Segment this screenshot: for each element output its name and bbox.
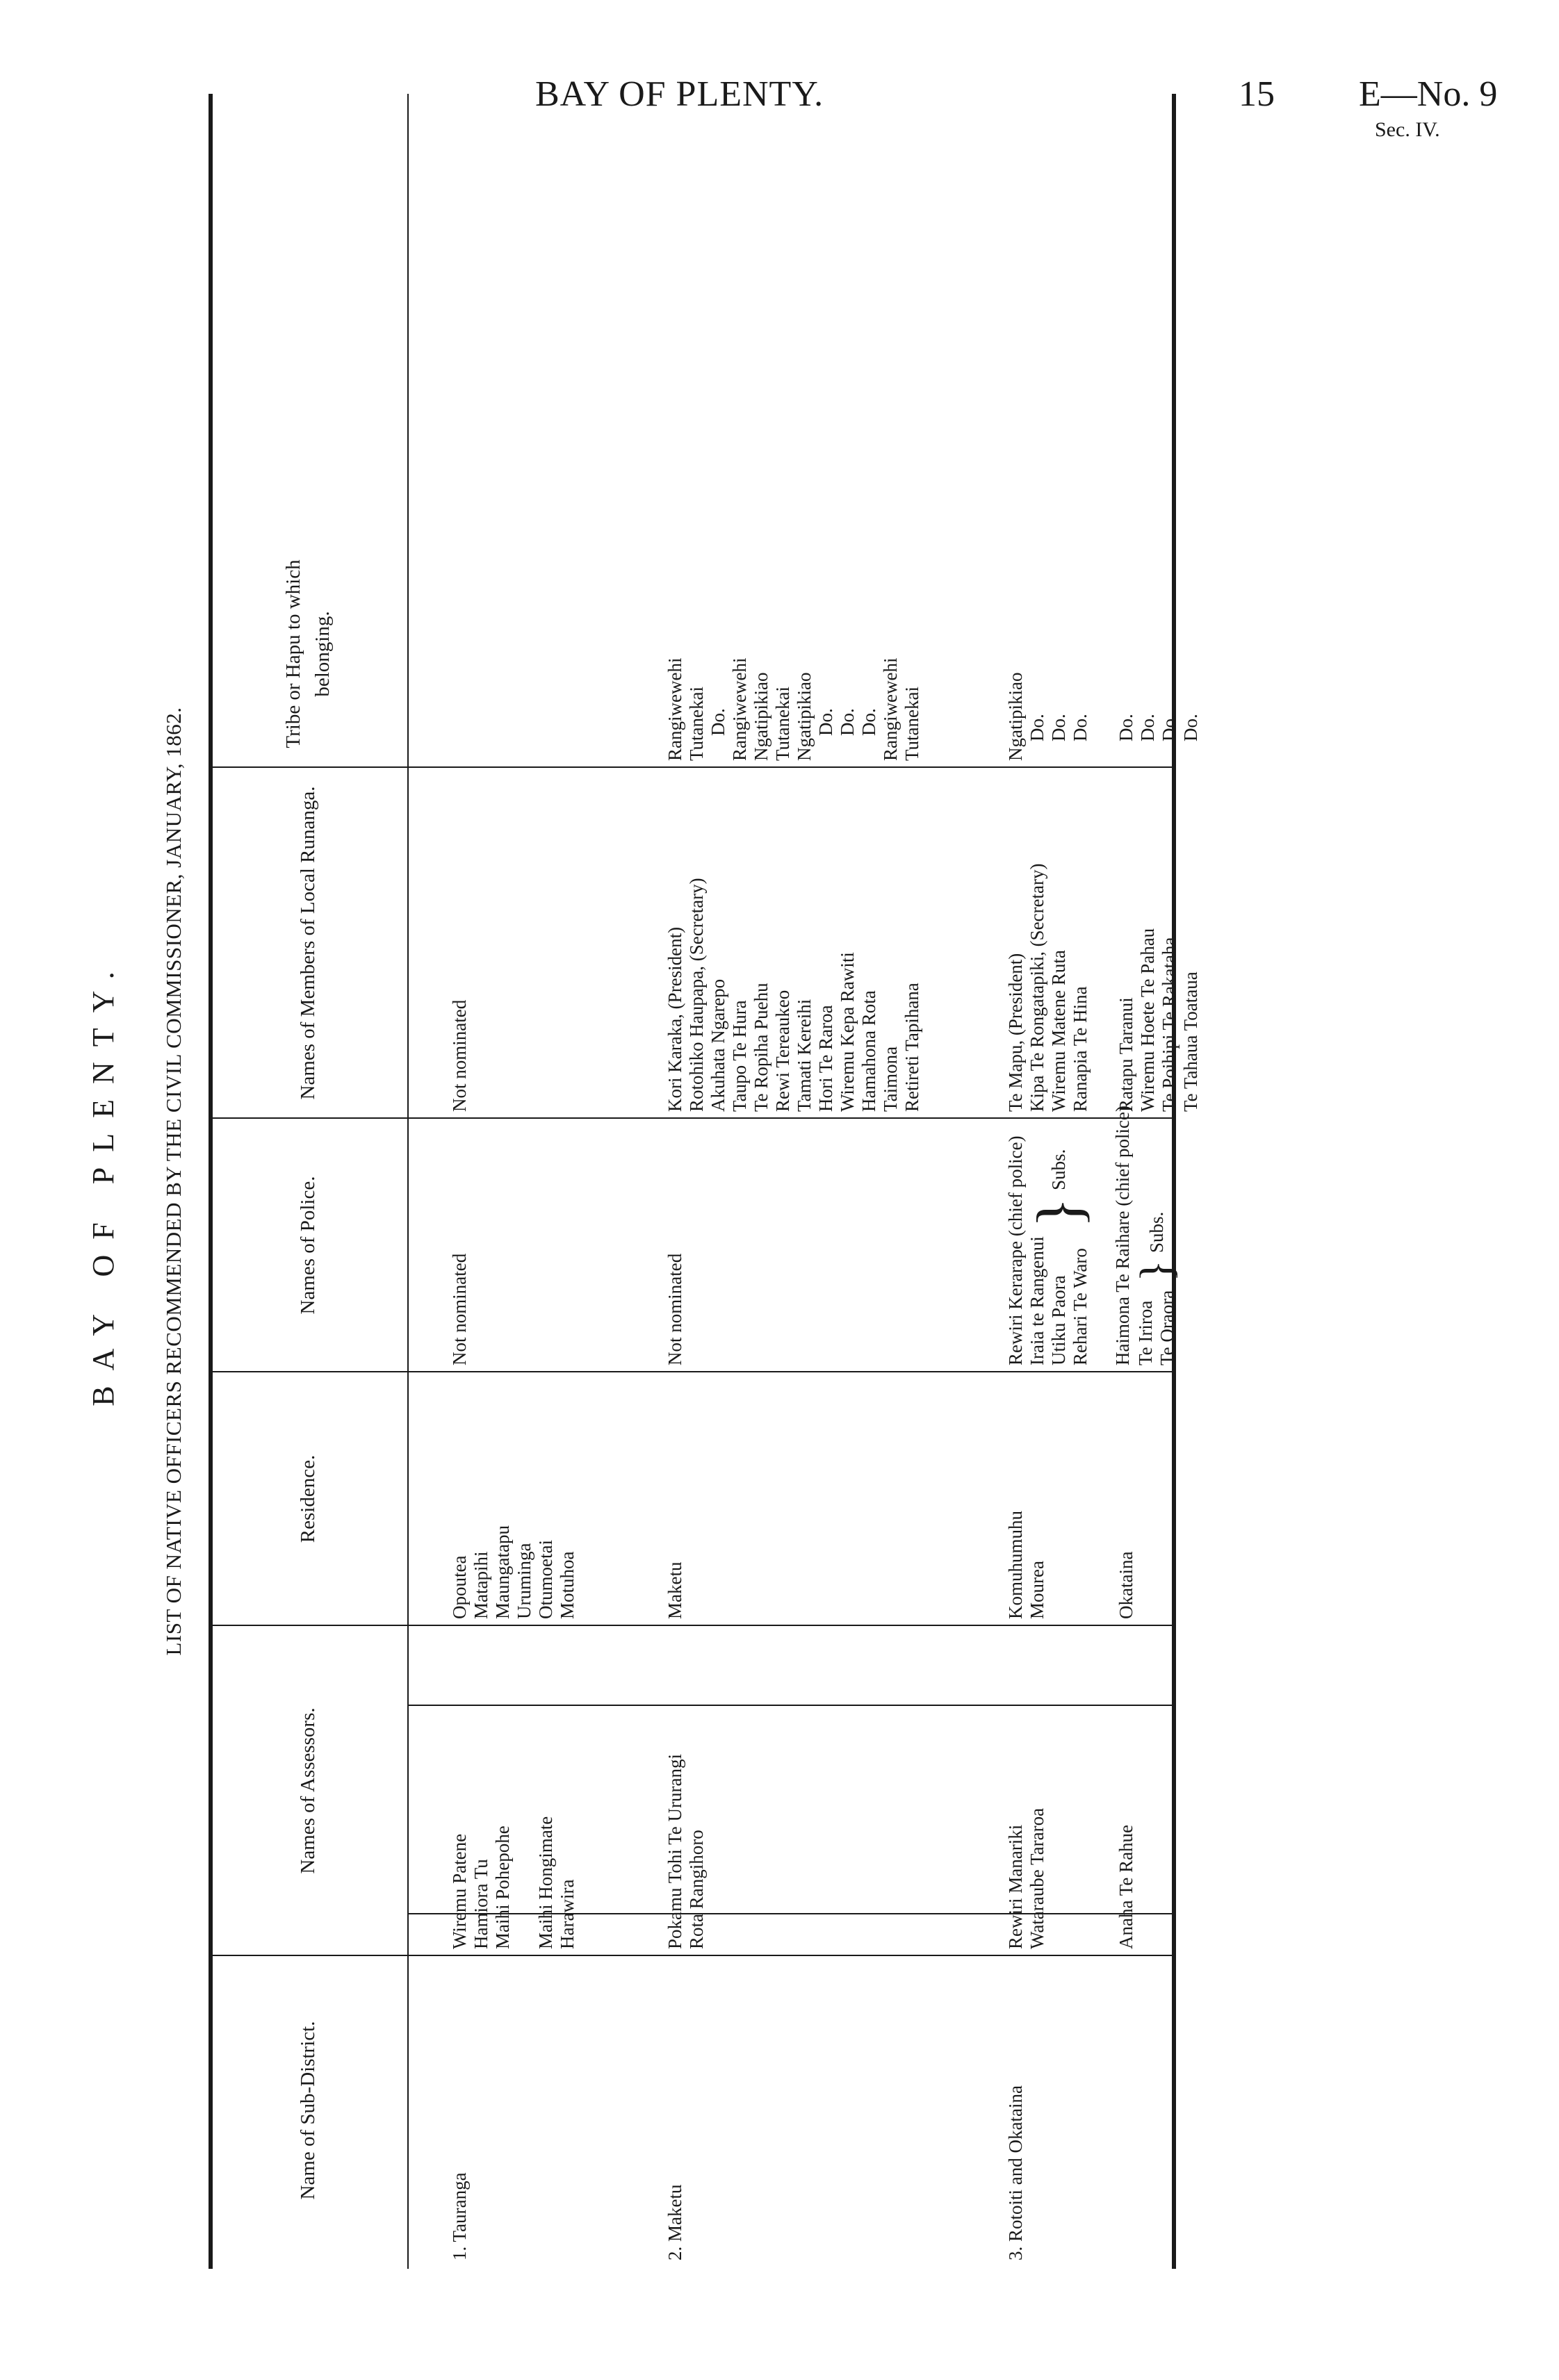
list-item: Akuhata Ngarepo: [708, 978, 728, 1112]
list-item: Harawira: [557, 1879, 578, 1949]
column-divider: [209, 1625, 1172, 1626]
tribes-rotoiti: [1005, 673, 1091, 761]
list-item: Wataraube Tararoa: [1027, 1807, 1047, 1949]
residences-maketu: Maketu: [664, 1561, 685, 1619]
subs-label: Subs.: [1145, 1211, 1167, 1254]
list-item: Te Tahaua Toataua: [1180, 971, 1201, 1112]
assessors-rotoiti: [1005, 1808, 1048, 1949]
column-divider: [209, 1117, 1172, 1119]
page-header-title: BAY OF PLENTY.: [535, 74, 824, 114]
list-item: Taupo Te Hura: [729, 1000, 750, 1112]
list-item: Do.: [1048, 714, 1069, 741]
list-item: Retireti Tapihana: [901, 983, 922, 1112]
native-officers-table: [209, 94, 1201, 2269]
rotated-table-page: [76, 94, 1201, 2269]
list-item: Mourea: [1027, 1561, 1047, 1619]
table-title: BAY OF PLENTY.: [86, 956, 120, 1406]
list-item: Rangiwewehi: [880, 657, 901, 761]
document-reference: E—No. 9: [1359, 74, 1498, 114]
runanga-tauranga: Not nominated: [449, 999, 470, 1112]
chief-police: Rewiri Kerarape (chief police): [1005, 1135, 1026, 1365]
section-label: Sec. IV.: [1375, 118, 1440, 141]
list-item: Wiremu Kepa Rawiti: [837, 952, 858, 1112]
list-item: Do.: [815, 708, 836, 736]
column-header-police: Names of Police.: [297, 1176, 319, 1315]
list-item: Te Ropiha Puehu: [751, 983, 772, 1112]
list-item: Maihi Pohepohe: [492, 1825, 513, 1949]
list-item: Te Oraora: [1157, 1290, 1177, 1365]
list-item: Ranapia Te Hina: [1070, 986, 1091, 1112]
list-item: Rotohiko Haupapa, (Secretary): [686, 878, 707, 1112]
column-divider: [209, 1371, 1172, 1372]
list-item: Matapihi: [471, 1551, 491, 1619]
list-item: Do.: [1159, 714, 1180, 741]
right-brace-icon: }: [1131, 1260, 1182, 1282]
subs-label: Subs.: [1048, 1149, 1069, 1190]
list-item: Do.: [858, 708, 879, 736]
column-header-assessors: Names of Assessors.: [297, 1707, 319, 1874]
list-item: Tutanekai: [772, 687, 793, 761]
list-item: Do.: [1180, 714, 1201, 741]
list-item: Rewi Tereaukeo: [772, 990, 793, 1112]
list-item: Rehari Te Waro: [1070, 1248, 1091, 1365]
residences-okataina: Okataina: [1116, 1551, 1136, 1619]
list-item: Maungatapu: [492, 1525, 513, 1619]
list-item: Ngatipikiao: [794, 672, 815, 761]
list-item: Do.: [1137, 714, 1158, 741]
list-item: Te Poihipi Te Rakataha: [1159, 937, 1180, 1112]
list-item: Hori Te Raroa: [815, 1005, 836, 1112]
assessors-okataina: Anaha Te Rahue: [1116, 1824, 1136, 1949]
list-item: Te Iriroa: [1135, 1300, 1156, 1365]
police-tauranga: Not nominated: [449, 1253, 470, 1365]
list-item: Rewiri Manariki: [1005, 1824, 1026, 1949]
chief-police: Haimona Te Raihare (chief police): [1112, 1106, 1133, 1365]
column-divider: [209, 766, 1172, 768]
list-item: Opoutea: [449, 1555, 470, 1619]
list-item: Motuhoa: [557, 1551, 578, 1619]
runanga-rotoiti: [1005, 864, 1091, 1113]
runanga-maketu: [664, 878, 923, 1112]
police-maketu: Not nominated: [664, 1253, 685, 1365]
assessors-maketu: [664, 1754, 708, 1949]
right-brace-icon: }: [1023, 1197, 1095, 1229]
list-item: Do.: [708, 708, 728, 736]
header-rule: [407, 94, 409, 2269]
list-item: Ratapu Taranui: [1116, 997, 1136, 1112]
list-item: Te Mapu, (President): [1005, 953, 1026, 1112]
list-item: Do.: [1116, 714, 1136, 741]
list-item: Hamiora Tu: [471, 1859, 491, 1949]
list-item: Kori Karaka, (President): [664, 926, 685, 1112]
list-item: Wiremu Matene Ruta: [1048, 950, 1069, 1112]
list-item: Rangiwewehi: [664, 657, 685, 761]
list-item: Otumoetai: [535, 1540, 556, 1619]
tribes-maketu: [664, 658, 923, 761]
list-item: Tutanekai: [686, 687, 707, 761]
list-item: Rota Rangihoro: [686, 1830, 707, 1949]
list-item: Wiremu Hoete Te Pahau: [1137, 928, 1158, 1112]
column-header-sub-district: Name of Sub-District.: [297, 2021, 319, 2200]
sub-district-rotoiti: 3. Rotoiti and Okataina: [1005, 2085, 1026, 2260]
list-item: Ngatipikiao: [751, 672, 772, 761]
assessors-tauranga: [449, 1816, 578, 1949]
list-item: Ngatipikiao: [1005, 672, 1026, 761]
list-item: Wiremu Patene: [449, 1833, 470, 1949]
residences-tauranga: [449, 1525, 578, 1619]
subs-group: [1131, 1106, 1182, 1365]
tribes-okataina: [1116, 714, 1202, 761]
list-item: Pokamu Tohi Te Ururangi: [664, 1754, 685, 1949]
list-item: Hamahona Rota: [858, 990, 879, 1112]
sub-district-maketu: 2. Maketu: [664, 2184, 685, 2260]
page-number: 15: [1239, 74, 1275, 114]
list-item: Tutanekai: [901, 687, 922, 761]
sub-district-tauranga: 1. Tauranga: [449, 2172, 470, 2260]
list-item: Uruminga: [514, 1543, 534, 1619]
list-item: Do.: [1027, 714, 1047, 741]
residences-rotoiti: [1005, 1511, 1048, 1619]
list-item: Tamati Kereihi: [794, 999, 815, 1112]
column-divider: [209, 1955, 1172, 1956]
list-item: Maihi Hongimate: [535, 1816, 556, 1949]
list-item: Rangiwewehi: [729, 657, 750, 761]
column-header-residence: Residence.: [297, 1454, 319, 1543]
list-item: Iraia te Rangenui: [1027, 1236, 1047, 1365]
table-subtitle: LIST OF NATIVE OFFICERS RECOMMENDED BY THE CIVIL COMMISSIONER, JANUARY, 1862.: [161, 707, 186, 1656]
row-divider: [409, 1705, 1172, 1706]
list-item: Taimona: [880, 1046, 901, 1112]
subs-group: [1023, 1135, 1095, 1365]
police-rotoiti: [1005, 1135, 1095, 1365]
list-item: Utiku Paora: [1048, 1275, 1069, 1365]
list-item: Do.: [837, 708, 858, 736]
list-item: Kipa Te Rongatapiki, (Secretary): [1027, 863, 1047, 1112]
list-item: Komuhumuhu: [1005, 1510, 1026, 1619]
police-okataina: [1112, 1106, 1180, 1365]
column-header-runanga: Names of Members of Local Runanga.: [297, 786, 319, 1100]
list-item: Do.: [1070, 714, 1091, 741]
column-header-tribe: Tribe or Hapu to which belonging.: [282, 559, 334, 748]
runanga-okataina: [1116, 928, 1202, 1112]
